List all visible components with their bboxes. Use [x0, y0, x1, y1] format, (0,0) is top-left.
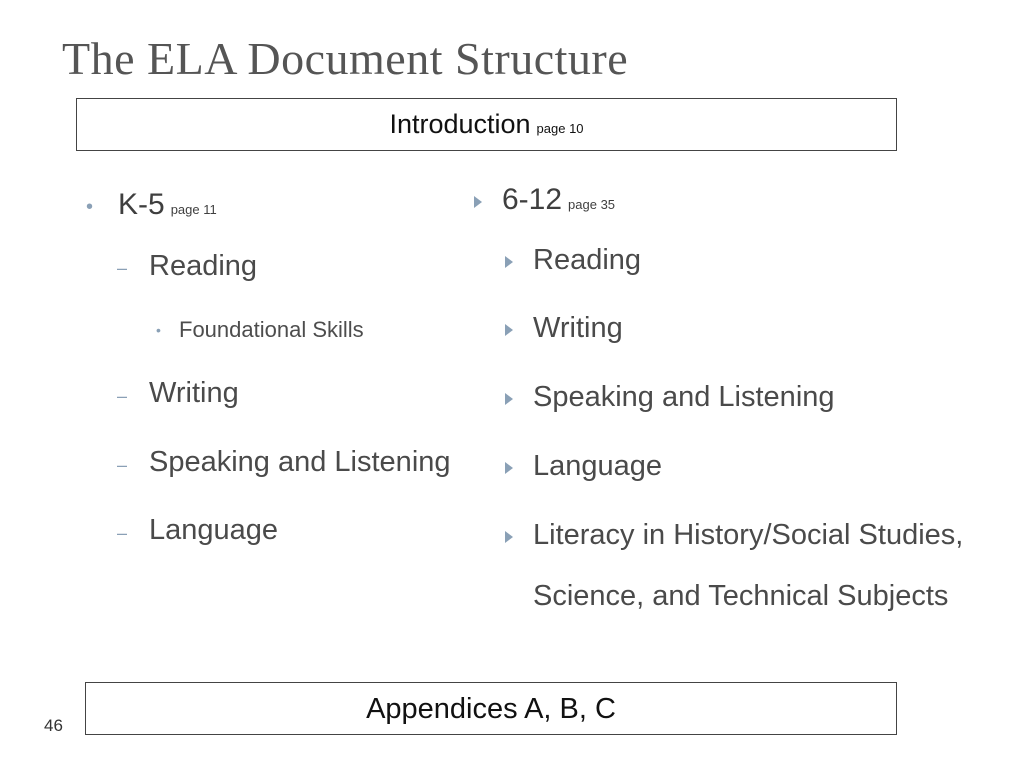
arrow-bullet-icon: [505, 324, 513, 336]
slide-number: 46: [44, 716, 63, 735]
k5-item-writing: Writing: [149, 377, 239, 409]
grade-6-12-item-literacy: Literacy in History/Social Studies,: [533, 519, 964, 551]
bullet-icon: •: [86, 196, 94, 218]
arrow-bullet-icon: [505, 256, 513, 268]
grade-6-12-item-literacy-line2: Science, and Technical Subjects: [533, 580, 949, 612]
introduction-box: [76, 98, 897, 151]
grade-6-12-item-language: Language: [533, 450, 663, 482]
dash-icon: –: [117, 523, 128, 543]
dash-icon: –: [117, 455, 128, 475]
arrow-bullet-icon: [474, 196, 482, 208]
appendices-box: [85, 682, 897, 735]
arrow-bullet-icon: [505, 462, 513, 474]
bullet-icon: •: [156, 322, 161, 338]
grade-6-12-page: page 35: [568, 197, 616, 212]
k5-item-foundational-skills: Foundational Skills: [179, 317, 364, 342]
k5-page: page 11: [170, 202, 217, 217]
arrow-bullet-icon: [505, 531, 513, 543]
grade-6-12-heading-label: 6-12: [502, 183, 563, 216]
introduction-label: Introduction: [389, 109, 531, 139]
k5-item-reading: Reading: [149, 250, 258, 282]
appendices-label: Appendices A, B, C: [366, 693, 616, 725]
grade-6-12-heading: [502, 183, 615, 217]
dash-icon: –: [117, 386, 128, 406]
grade-6-12-item-speaking-listening: Speaking and Listening: [533, 381, 835, 413]
slide-title: The ELA Document Structure: [62, 33, 629, 84]
introduction-page: page 10: [536, 121, 584, 136]
grade-6-12-item-reading: Reading: [533, 244, 642, 276]
arrow-bullet-icon: [505, 393, 513, 405]
k5-heading-label: K-5: [118, 188, 165, 221]
k5-heading: [118, 188, 217, 222]
dash-icon: –: [117, 258, 128, 278]
k5-item-speaking-listening: Speaking and Listening: [149, 446, 451, 478]
grade-6-12-item-writing: Writing: [533, 312, 623, 344]
k5-item-language: Language: [149, 514, 279, 546]
